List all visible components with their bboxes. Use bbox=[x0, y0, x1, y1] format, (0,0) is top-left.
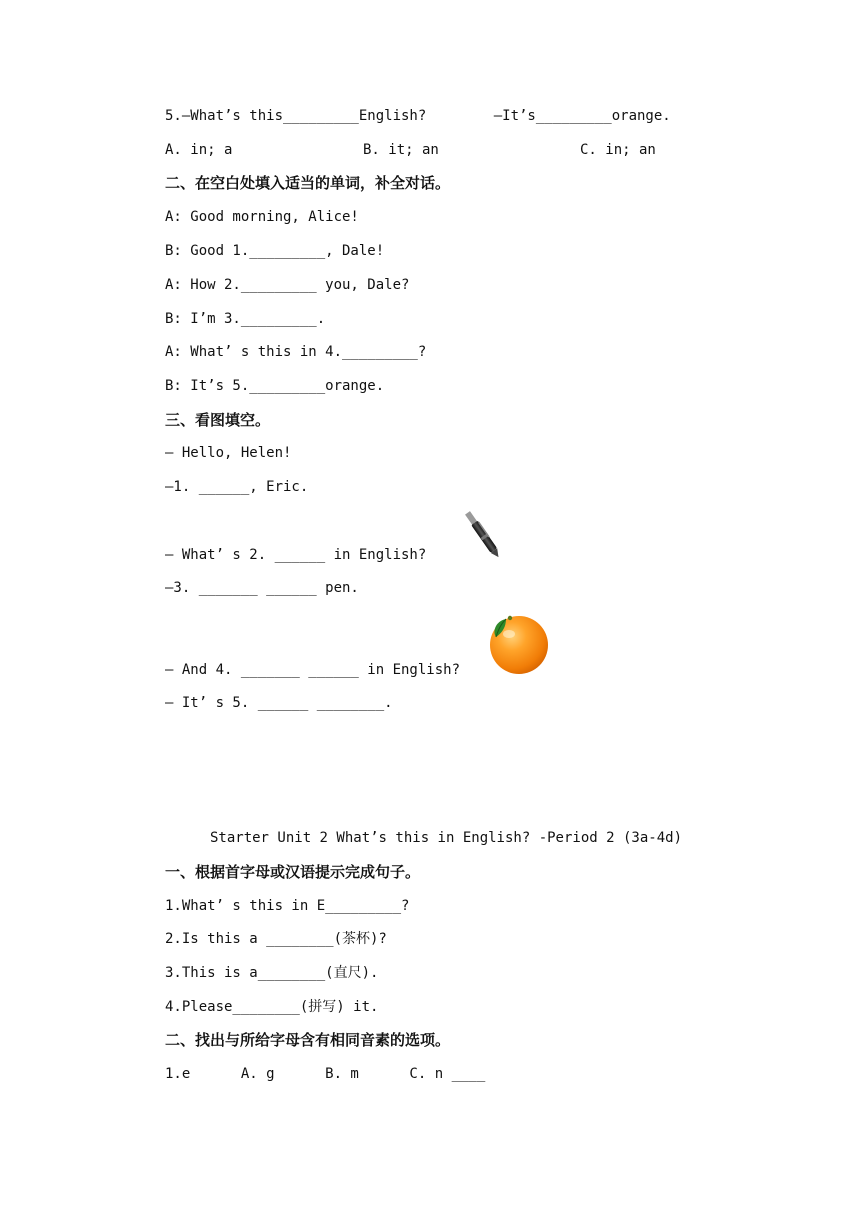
unit-title: Starter Unit 2 What’s this in English? -Period 2 (3a-4d) bbox=[209, 830, 682, 846]
dialogue-line: B: It’s 5._________orange. bbox=[165, 378, 385, 394]
dialogue-line: B: I’m 3._________. bbox=[165, 311, 326, 327]
option-a: A. in; a bbox=[165, 142, 233, 158]
sentence-line: 4.Please________(拼写) it. bbox=[165, 999, 379, 1015]
picture-line: —3. _______ ______ pen. bbox=[165, 580, 359, 596]
orange-image bbox=[486, 611, 552, 675]
option-b: B. it; an bbox=[363, 142, 439, 158]
section-heading-pictures: 三、看图填空。 bbox=[165, 411, 271, 429]
picture-line: — And 4. _______ ______ in English? bbox=[165, 662, 461, 678]
dialogue-line: A: How 2._________ you, Dale? bbox=[165, 277, 410, 293]
picture-line: — What’ s 2. ______ in English? bbox=[165, 547, 427, 563]
dialogue-line: B: Good 1._________, Dale! bbox=[165, 243, 385, 259]
section-heading-dialogue: 二、在空白处填入适当的单词，补全对话。 bbox=[165, 174, 451, 192]
picture-line: — Hello, Helen! bbox=[165, 445, 292, 461]
sentence-line: 3.This is a________(直尺). bbox=[165, 965, 379, 981]
picture-line: —1. ______, Eric. bbox=[165, 479, 309, 495]
pen-image bbox=[458, 506, 508, 564]
picture-line: — It’ s 5. ______ ________. bbox=[165, 695, 393, 711]
question-5: 5.—What’s this_________English? —It’s_________orange. bbox=[165, 108, 671, 124]
dialogue-line: A: Good morning, Alice! bbox=[165, 209, 359, 225]
section-heading-sentences: 一、根据首字母或汉语提示完成句子。 bbox=[165, 863, 421, 881]
dialogue-line: A: What’ s this in 4._________? bbox=[165, 344, 427, 360]
sentence-line: 2.Is this a ________(茶杯)? bbox=[165, 931, 387, 947]
phonics-question-1: 1.e A. g B. m C. n ____ bbox=[165, 1066, 486, 1082]
section-heading-phonics: 二、找出与所给字母含有相同音素的选项。 bbox=[165, 1031, 451, 1049]
option-c: C. in; an bbox=[580, 142, 656, 158]
sentence-line: 1.What’ s this in E_________? bbox=[165, 898, 410, 914]
